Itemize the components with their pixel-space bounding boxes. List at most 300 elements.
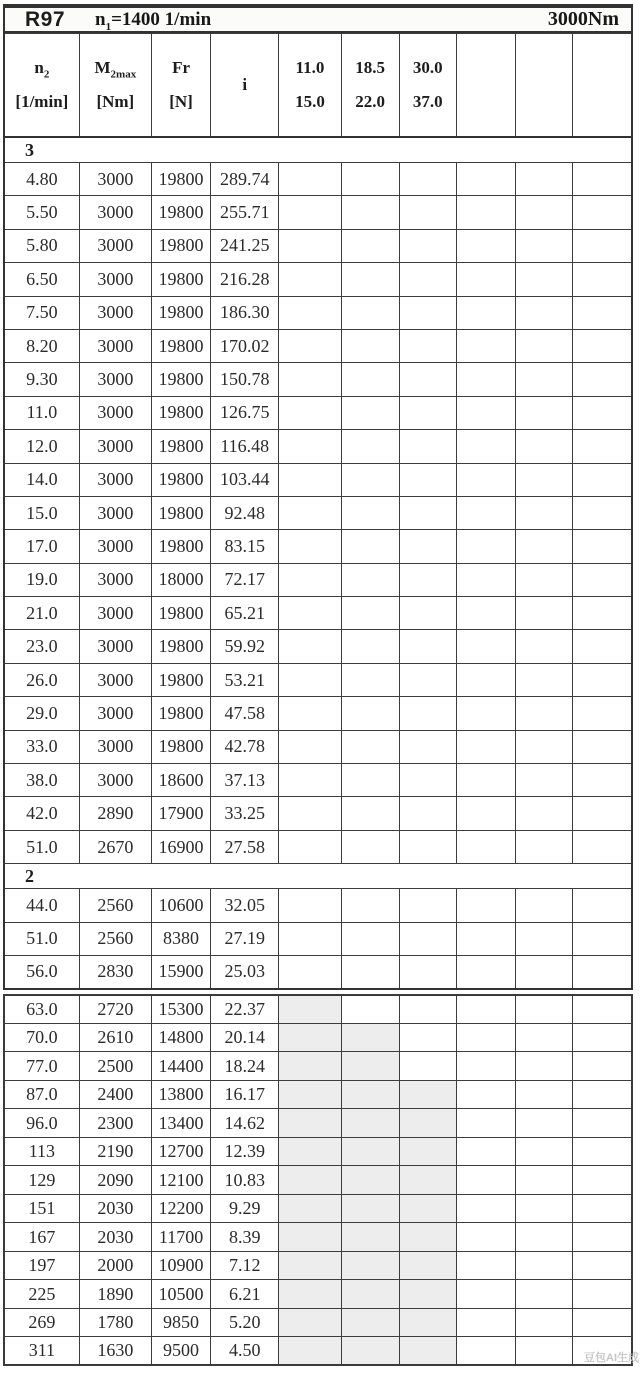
cell-empty-1 — [516, 463, 573, 496]
header-n2-base: n — [34, 58, 44, 77]
table-row — [4, 955, 632, 988]
cell-n2: 29.0 — [4, 697, 79, 730]
cell-power-2 — [399, 1280, 456, 1309]
cell-power-1 — [341, 1137, 399, 1166]
cell-empty-1 — [516, 730, 573, 763]
cell-fr: 19800 — [151, 396, 210, 429]
title-bar — [3, 4, 633, 33]
cell-empty-0 — [456, 163, 515, 196]
cell-fr: 19800 — [151, 363, 210, 396]
cell-empty-2 — [573, 830, 632, 863]
table-row — [4, 922, 632, 955]
cell-empty-2 — [573, 363, 632, 396]
cell-m2max: 3000 — [79, 329, 151, 362]
cell-i: 42.78 — [211, 730, 279, 763]
cell-m2max: 2400 — [79, 1080, 151, 1109]
cell-power-2 — [399, 1080, 456, 1109]
cell-power-0 — [279, 1251, 341, 1280]
section-header-2-stages — [4, 864, 632, 889]
cell-power-2 — [399, 396, 456, 429]
spec-table-upper — [3, 33, 633, 990]
cell-empty-1 — [516, 329, 573, 362]
gearbox-model: R97 — [25, 7, 66, 31]
cell-m2max: 2560 — [79, 922, 151, 955]
table-row — [4, 530, 632, 563]
cell-empty-0 — [456, 496, 515, 529]
cell-power-1 — [341, 1109, 399, 1138]
header-power-col-1 — [341, 34, 399, 138]
cell-power-1 — [341, 1280, 399, 1309]
cell-n2: 12.0 — [4, 430, 79, 463]
cell-i: 186.30 — [211, 296, 279, 329]
cell-empty-1 — [516, 955, 573, 988]
header-empty-0 — [456, 34, 515, 138]
header-m2max — [79, 34, 151, 138]
table-row — [4, 263, 632, 296]
cell-power-2 — [399, 1052, 456, 1081]
cell-n2: 44.0 — [4, 889, 79, 922]
cell-power-2 — [399, 1166, 456, 1195]
cell-fr: 14800 — [151, 1023, 210, 1052]
cell-empty-0 — [456, 764, 515, 797]
cell-empty-0 — [456, 797, 515, 830]
cell-empty-1 — [516, 196, 573, 229]
cell-empty-2 — [573, 1080, 632, 1109]
table-row — [4, 363, 632, 396]
spec-table-lower — [3, 994, 633, 1367]
cell-empty-0 — [456, 889, 515, 922]
cell-m2max: 3000 — [79, 530, 151, 563]
header-ratio-i — [211, 34, 279, 138]
cell-i: 83.15 — [211, 530, 279, 563]
cell-m2max: 2090 — [79, 1166, 151, 1195]
table-row — [4, 830, 632, 863]
cell-power-0 — [279, 797, 341, 830]
cell-power-1 — [341, 1194, 399, 1223]
table-row — [4, 730, 632, 763]
header-m2max-unit: [Nm] — [96, 92, 135, 111]
cell-m2max: 2000 — [79, 1251, 151, 1280]
cell-n2: 15.0 — [4, 496, 79, 529]
cell-m2max: 2300 — [79, 1109, 151, 1138]
table-row — [4, 196, 632, 229]
cell-empty-0 — [456, 1280, 515, 1309]
cell-i: 289.74 — [211, 163, 279, 196]
cell-n2: 70.0 — [4, 1023, 79, 1052]
cell-empty-2 — [573, 563, 632, 596]
cell-power-2 — [399, 697, 456, 730]
cell-power-1 — [341, 995, 399, 1024]
table-row — [4, 1052, 632, 1081]
cell-power-2 — [399, 630, 456, 663]
cell-empty-2 — [573, 196, 632, 229]
cell-empty-0 — [456, 1109, 515, 1138]
cell-fr: 8380 — [151, 922, 210, 955]
cell-power-2 — [399, 463, 456, 496]
cell-power-1 — [341, 1308, 399, 1337]
cell-power-0 — [279, 296, 341, 329]
cell-empty-0 — [456, 995, 515, 1024]
cell-empty-1 — [516, 1308, 573, 1337]
cell-fr: 10900 — [151, 1251, 210, 1280]
cell-i: 20.14 — [211, 1023, 279, 1052]
cell-empty-1 — [516, 1337, 573, 1366]
cell-power-0 — [279, 1080, 341, 1109]
cell-power-2 — [399, 296, 456, 329]
cell-fr: 19800 — [151, 329, 210, 362]
cell-empty-2 — [573, 296, 632, 329]
cell-n2: 51.0 — [4, 922, 79, 955]
cell-power-0 — [279, 1280, 341, 1309]
cell-empty-2 — [573, 1280, 632, 1309]
cell-i: 33.25 — [211, 797, 279, 830]
cell-empty-1 — [516, 1023, 573, 1052]
cell-power-2 — [399, 1109, 456, 1138]
cell-power-2 — [399, 530, 456, 563]
cell-empty-0 — [456, 430, 515, 463]
cell-m2max: 2190 — [79, 1137, 151, 1166]
cell-i: 10.83 — [211, 1166, 279, 1195]
cell-m2max: 3000 — [79, 229, 151, 262]
cell-power-0 — [279, 764, 341, 797]
cell-m2max: 3000 — [79, 196, 151, 229]
cell-fr: 11700 — [151, 1223, 210, 1252]
table-row — [4, 1109, 632, 1138]
cell-i: 6.21 — [211, 1280, 279, 1309]
cell-empty-2 — [573, 430, 632, 463]
cell-empty-1 — [516, 530, 573, 563]
header-power-col-0 — [279, 34, 341, 138]
cell-power-2 — [399, 955, 456, 988]
cell-i: 9.29 — [211, 1194, 279, 1223]
cell-power-2 — [399, 1137, 456, 1166]
cell-empty-1 — [516, 830, 573, 863]
cell-power-1 — [341, 530, 399, 563]
cell-power-0 — [279, 995, 341, 1024]
cell-m2max: 3000 — [79, 163, 151, 196]
cell-fr: 14400 — [151, 1052, 210, 1081]
cell-i: 7.12 — [211, 1251, 279, 1280]
cell-power-1 — [341, 730, 399, 763]
cell-power-1 — [341, 630, 399, 663]
cell-empty-2 — [573, 396, 632, 429]
table-row — [4, 496, 632, 529]
cell-empty-2 — [573, 1223, 632, 1252]
cell-m2max: 1630 — [79, 1337, 151, 1366]
cell-power-0 — [279, 922, 341, 955]
cell-i: 47.58 — [211, 697, 279, 730]
cell-i: 18.24 — [211, 1052, 279, 1081]
cell-power-1 — [341, 1223, 399, 1252]
table-row — [4, 1308, 632, 1337]
cell-empty-0 — [456, 663, 515, 696]
cell-empty-1 — [516, 263, 573, 296]
power-col-1-top: 18.5 — [355, 58, 385, 77]
cell-n2: 225 — [4, 1280, 79, 1309]
cell-fr: 19800 — [151, 263, 210, 296]
cell-i: 22.37 — [211, 995, 279, 1024]
cell-n2: 4.80 — [4, 163, 79, 196]
cell-i: 216.28 — [211, 263, 279, 296]
cell-power-0 — [279, 1137, 341, 1166]
cell-m2max: 2830 — [79, 955, 151, 988]
cell-power-2 — [399, 563, 456, 596]
cell-empty-2 — [573, 1137, 632, 1166]
cell-power-0 — [279, 196, 341, 229]
cell-power-0 — [279, 1109, 341, 1138]
cell-power-0 — [279, 496, 341, 529]
header-m2max-base: M — [94, 58, 111, 77]
cell-fr: 19800 — [151, 430, 210, 463]
cell-power-0 — [279, 1194, 341, 1223]
cell-power-2 — [399, 1194, 456, 1223]
cell-empty-2 — [573, 730, 632, 763]
cell-empty-2 — [573, 1052, 632, 1081]
cell-power-1 — [341, 463, 399, 496]
cell-fr: 15900 — [151, 955, 210, 988]
cell-m2max: 2610 — [79, 1023, 151, 1052]
cell-power-2 — [399, 797, 456, 830]
cell-empty-1 — [516, 163, 573, 196]
cell-empty-2 — [573, 955, 632, 988]
cell-n2: 33.0 — [4, 730, 79, 763]
cell-empty-1 — [516, 229, 573, 262]
cell-fr: 19800 — [151, 163, 210, 196]
cell-power-0 — [279, 263, 341, 296]
cell-m2max: 2030 — [79, 1194, 151, 1223]
ai-watermark: 豆包AI生成 — [584, 1352, 639, 1363]
section-label: 2 — [4, 864, 632, 889]
cell-i: 255.71 — [211, 196, 279, 229]
cell-fr: 19800 — [151, 663, 210, 696]
cell-i: 8.39 — [211, 1223, 279, 1252]
cell-empty-1 — [516, 597, 573, 630]
cell-empty-0 — [456, 922, 515, 955]
header-n2 — [4, 34, 79, 138]
cell-m2max: 2890 — [79, 797, 151, 830]
cell-empty-1 — [516, 396, 573, 429]
cell-i: 241.25 — [211, 229, 279, 262]
cell-i: 16.17 — [211, 1080, 279, 1109]
cell-empty-1 — [516, 663, 573, 696]
cell-empty-0 — [456, 597, 515, 630]
input-speed-subscript: 1 — [105, 20, 112, 33]
cell-n2: 42.0 — [4, 797, 79, 830]
cell-empty-1 — [516, 363, 573, 396]
cell-power-1 — [341, 563, 399, 596]
cell-power-0 — [279, 1052, 341, 1081]
section-header-3-stages — [4, 137, 632, 163]
cell-i: 25.03 — [211, 955, 279, 988]
cell-empty-0 — [456, 697, 515, 730]
cell-i: 37.13 — [211, 764, 279, 797]
cell-m2max: 3000 — [79, 296, 151, 329]
cell-power-0 — [279, 663, 341, 696]
cell-empty-1 — [516, 296, 573, 329]
cell-m2max: 3000 — [79, 630, 151, 663]
cell-empty-0 — [456, 1166, 515, 1195]
cell-power-0 — [279, 889, 341, 922]
cell-power-2 — [399, 163, 456, 196]
cell-empty-2 — [573, 263, 632, 296]
cell-power-1 — [341, 1166, 399, 1195]
cell-n2: 311 — [4, 1337, 79, 1366]
cell-fr: 19800 — [151, 730, 210, 763]
table-row — [4, 430, 632, 463]
cell-power-0 — [279, 229, 341, 262]
cell-empty-0 — [456, 730, 515, 763]
cell-fr: 9850 — [151, 1308, 210, 1337]
cell-power-2 — [399, 263, 456, 296]
cell-n2: 56.0 — [4, 955, 79, 988]
cell-empty-2 — [573, 764, 632, 797]
cell-empty-2 — [573, 329, 632, 362]
cell-n2: 197 — [4, 1251, 79, 1280]
cell-empty-2 — [573, 697, 632, 730]
table-row — [4, 1023, 632, 1052]
cell-n2: 8.20 — [4, 329, 79, 362]
cell-empty-1 — [516, 1251, 573, 1280]
cell-fr: 18600 — [151, 764, 210, 797]
cell-power-1 — [341, 363, 399, 396]
cell-power-1 — [341, 764, 399, 797]
header-i-label: i — [242, 75, 248, 94]
cell-empty-0 — [456, 263, 515, 296]
cell-empty-0 — [456, 630, 515, 663]
cell-n2: 17.0 — [4, 530, 79, 563]
cell-m2max: 3000 — [79, 396, 151, 429]
cell-fr: 17900 — [151, 797, 210, 830]
cell-power-1 — [341, 922, 399, 955]
cell-power-2 — [399, 496, 456, 529]
cell-empty-2 — [573, 163, 632, 196]
cell-power-1 — [341, 329, 399, 362]
cell-empty-0 — [456, 830, 515, 863]
cell-power-1 — [341, 296, 399, 329]
cell-m2max: 3000 — [79, 663, 151, 696]
table-row — [4, 1166, 632, 1195]
cell-n2: 51.0 — [4, 830, 79, 863]
table-row — [4, 1137, 632, 1166]
cell-m2max: 3000 — [79, 697, 151, 730]
cell-power-0 — [279, 1308, 341, 1337]
cell-fr: 19800 — [151, 463, 210, 496]
cell-empty-1 — [516, 995, 573, 1024]
cell-power-2 — [399, 1308, 456, 1337]
table-row — [4, 1080, 632, 1109]
cell-power-0 — [279, 597, 341, 630]
cell-fr: 13400 — [151, 1109, 210, 1138]
cell-m2max: 3000 — [79, 463, 151, 496]
cell-n2: 269 — [4, 1308, 79, 1337]
cell-m2max: 2500 — [79, 1052, 151, 1081]
cell-fr: 19800 — [151, 597, 210, 630]
cell-empty-2 — [573, 597, 632, 630]
spec-sheet — [3, 4, 633, 1366]
cell-n2: 87.0 — [4, 1080, 79, 1109]
table-row — [4, 1337, 632, 1366]
cell-power-2 — [399, 229, 456, 262]
cell-n2: 19.0 — [4, 563, 79, 596]
cell-power-0 — [279, 630, 341, 663]
cell-fr: 19800 — [151, 697, 210, 730]
power-col-2-bottom: 37.0 — [412, 92, 443, 111]
max-torque: 3000Nm — [547, 8, 619, 30]
cell-i: 12.39 — [211, 1137, 279, 1166]
cell-m2max: 2670 — [79, 830, 151, 863]
cell-empty-2 — [573, 1251, 632, 1280]
cell-i: 4.50 — [211, 1337, 279, 1366]
cell-i: 116.48 — [211, 430, 279, 463]
cell-i: 32.05 — [211, 889, 279, 922]
cell-empty-0 — [456, 363, 515, 396]
cell-n2: 151 — [4, 1194, 79, 1223]
cell-power-2 — [399, 830, 456, 863]
cell-power-1 — [341, 196, 399, 229]
header-fr — [151, 34, 210, 138]
table-row — [4, 163, 632, 196]
cell-power-0 — [279, 1023, 341, 1052]
cell-empty-1 — [516, 764, 573, 797]
cell-power-2 — [399, 663, 456, 696]
cell-fr: 19800 — [151, 196, 210, 229]
cell-n2: 9.30 — [4, 363, 79, 396]
cell-power-1 — [341, 597, 399, 630]
cell-power-2 — [399, 196, 456, 229]
cell-n2: 7.50 — [4, 296, 79, 329]
cell-n2: 129 — [4, 1166, 79, 1195]
cell-n2: 5.80 — [4, 229, 79, 262]
cell-power-0 — [279, 1166, 341, 1195]
cell-power-0 — [279, 697, 341, 730]
header-n2-subscript: 2 — [43, 68, 50, 81]
cell-power-2 — [399, 889, 456, 922]
table-row — [4, 396, 632, 429]
cell-n2: 23.0 — [4, 630, 79, 663]
table-row — [4, 995, 632, 1024]
cell-power-1 — [341, 830, 399, 863]
cell-power-0 — [279, 463, 341, 496]
cell-power-0 — [279, 430, 341, 463]
table-row — [4, 889, 632, 922]
cell-power-0 — [279, 563, 341, 596]
cell-power-0 — [279, 396, 341, 429]
table-row — [4, 797, 632, 830]
input-speed — [95, 9, 211, 31]
cell-fr: 13800 — [151, 1080, 210, 1109]
cell-n2: 14.0 — [4, 463, 79, 496]
cell-i: 150.78 — [211, 363, 279, 396]
cell-i: 126.75 — [211, 396, 279, 429]
table-row — [4, 764, 632, 797]
cell-empty-2 — [573, 922, 632, 955]
table-row — [4, 663, 632, 696]
table-row — [4, 597, 632, 630]
header-n2-unit: [1/min] — [15, 92, 69, 111]
cell-fr: 12100 — [151, 1166, 210, 1195]
cell-empty-2 — [573, 530, 632, 563]
cell-power-0 — [279, 730, 341, 763]
header-empty-2 — [573, 34, 632, 138]
cell-empty-1 — [516, 630, 573, 663]
table-row — [4, 1251, 632, 1280]
cell-m2max: 3000 — [79, 563, 151, 596]
cell-empty-0 — [456, 1308, 515, 1337]
cell-power-1 — [341, 1052, 399, 1081]
cell-empty-1 — [516, 430, 573, 463]
cell-power-1 — [341, 163, 399, 196]
cell-power-0 — [279, 830, 341, 863]
